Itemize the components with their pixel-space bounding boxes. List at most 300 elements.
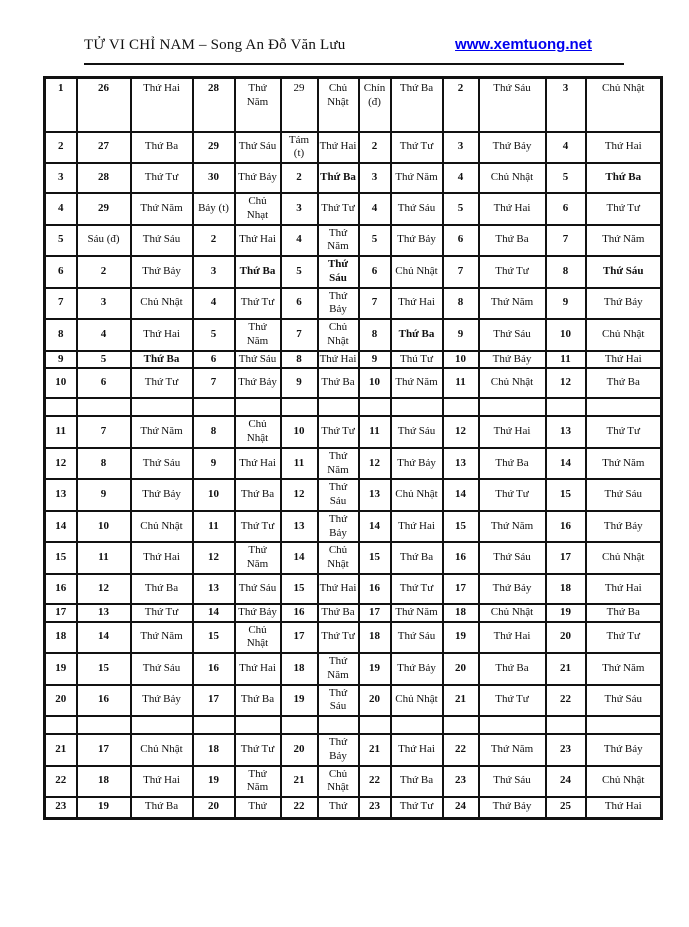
date-number-cell: 18: [546, 574, 586, 604]
weekday-cell: Thứ Năm: [479, 511, 546, 543]
date-number-cell: 5: [443, 193, 479, 225]
date-number-cell: 5: [193, 319, 235, 351]
date-number-cell: 23: [45, 797, 77, 818]
date-number-cell: 11: [77, 542, 131, 574]
weekday-cell: Chủ Nhật: [586, 766, 662, 798]
date-number-cell: 8: [77, 448, 131, 480]
date-number-cell: 9: [546, 288, 586, 320]
date-number-cell: 19: [359, 653, 391, 685]
weekday-cell: Thứ Bảy: [235, 604, 281, 622]
date-number-cell: 19: [546, 604, 586, 622]
date-number-cell: 6: [281, 288, 318, 320]
weekday-cell: Chủ Nhật: [131, 511, 193, 543]
weekday-cell: Thứ Hai: [479, 622, 546, 654]
date-number-cell: 11: [443, 368, 479, 398]
weekday-cell: Thứ Ba: [586, 163, 662, 193]
date-number-cell: 9: [359, 351, 391, 369]
weekday-cell: Thứ Sáu: [479, 319, 546, 351]
table-row: [45, 797, 662, 818]
weekday-cell: Thứ Tư: [318, 622, 359, 654]
date-number-cell: 5: [281, 256, 318, 288]
date-number-cell: 26: [77, 78, 131, 132]
spacer-row: [45, 716, 662, 734]
weekday-cell: Thứ Sáu: [391, 193, 443, 225]
weekday-cell: Thứ Bảy: [479, 132, 546, 164]
weekday-cell: Chủ Nhật: [131, 734, 193, 766]
date-number-cell: 6: [359, 256, 391, 288]
date-number-cell: 15: [359, 542, 391, 574]
weekday-cell: Thứ Năm: [318, 448, 359, 480]
weekday-cell: Thứ Hai: [131, 542, 193, 574]
header-divider: [84, 63, 624, 65]
date-number-cell: 8: [359, 319, 391, 351]
weekday-cell: Thứ Năm: [131, 416, 193, 448]
weekday-cell: Chủ Nhật: [235, 416, 281, 448]
weekday-cell: Chủ Nhật: [318, 766, 359, 798]
weekday-cell: Thứ Sáu: [131, 448, 193, 480]
date-number-cell: 23: [546, 734, 586, 766]
calendar-table-body: [45, 78, 662, 819]
table-row: [45, 416, 662, 448]
weekday-cell: Thứ Hai: [318, 132, 359, 164]
date-number-cell: 22: [359, 766, 391, 798]
date-number-cell: 6: [443, 225, 479, 257]
weekday-cell: Thứ Năm: [131, 193, 193, 225]
date-number-cell: 4: [77, 319, 131, 351]
weekday-cell: Thứ Hai: [586, 351, 662, 369]
weekday-cell: Thứ Năm: [318, 653, 359, 685]
weekday-cell: Thứ Ba: [318, 163, 359, 193]
date-number-cell: 2: [443, 78, 479, 132]
date-number-cell: 13: [193, 574, 235, 604]
date-number-cell: Sáu (đ): [77, 225, 131, 257]
weekday-cell: Thứ Ba: [391, 766, 443, 798]
date-number-cell: 17: [546, 542, 586, 574]
weekday-cell: Thứ Hai: [586, 132, 662, 164]
weekday-cell: Thứ Hai: [131, 78, 193, 132]
date-number-cell: 7: [546, 225, 586, 257]
weekday-cell: Thứ Năm: [391, 163, 443, 193]
date-number-cell: 10: [281, 416, 318, 448]
weekday-cell: Thứ Năm: [586, 225, 662, 257]
weekday-cell: [131, 716, 193, 734]
date-number-cell: 29: [193, 132, 235, 164]
date-number-cell: 4: [45, 193, 77, 225]
weekday-cell: Thứ Năm: [131, 622, 193, 654]
calendar-conversion-table: [43, 76, 663, 820]
date-number-cell: 10: [443, 351, 479, 369]
weekday-cell: Thứ Năm: [586, 653, 662, 685]
date-number-cell: 20: [193, 797, 235, 818]
weekday-cell: Thứ Hai: [391, 288, 443, 320]
date-number-cell: 19: [77, 797, 131, 818]
weekday-cell: Thứ Ba: [391, 78, 443, 132]
weekday-cell: Thứ Ba: [131, 797, 193, 818]
date-number-cell: 20: [359, 685, 391, 717]
weekday-cell: Thứ Ba: [391, 319, 443, 351]
date-number-cell: 20: [546, 622, 586, 654]
date-number-cell: 3: [77, 288, 131, 320]
date-number-cell: 21: [443, 685, 479, 717]
weekday-cell: Thứ Năm: [391, 368, 443, 398]
date-number-cell: 12: [443, 416, 479, 448]
date-number-cell: 16: [45, 574, 77, 604]
table-row: [45, 132, 662, 164]
table-row: [45, 368, 662, 398]
date-number-cell: 19: [281, 685, 318, 717]
date-number-cell: 7: [281, 319, 318, 351]
date-number-cell: [45, 398, 77, 416]
date-number-cell: 18: [443, 604, 479, 622]
weekday-cell: Thứ Tư: [586, 416, 662, 448]
weekday-cell: Thứ Năm: [235, 319, 281, 351]
weekday-cell: Thứ Hai: [586, 797, 662, 818]
date-number-cell: 11: [45, 416, 77, 448]
weekday-cell: Chủ Nhật: [391, 479, 443, 511]
date-number-cell: 3: [45, 163, 77, 193]
weekday-cell: Thứ Năm: [391, 604, 443, 622]
date-number-cell: 2: [77, 256, 131, 288]
date-number-cell: 18: [359, 622, 391, 654]
date-number-cell: 14: [443, 479, 479, 511]
date-number-cell: 9: [45, 351, 77, 369]
weekday-cell: Thứ Sáu: [318, 685, 359, 717]
page-header: [84, 36, 592, 54]
weekday-cell: Thứ Tư: [479, 256, 546, 288]
weekday-cell: Thứ Tư: [235, 734, 281, 766]
date-number-cell: 6: [193, 351, 235, 369]
date-number-cell: 9: [77, 479, 131, 511]
document-page: [0, 36, 689, 820]
weekday-cell: Thứ Bảy: [391, 225, 443, 257]
date-number-cell: 9: [443, 319, 479, 351]
date-number-cell: 12: [45, 448, 77, 480]
table-row: [45, 542, 662, 574]
date-number-cell: 4: [281, 225, 318, 257]
date-number-cell: 15: [546, 479, 586, 511]
weekday-cell: Thứ Hai: [479, 416, 546, 448]
weekday-cell: Thứ Tư: [318, 416, 359, 448]
date-number-cell: [77, 398, 131, 416]
date-number-cell: 21: [546, 653, 586, 685]
date-number-cell: 24: [443, 797, 479, 818]
weekday-cell: Thứ: [318, 797, 359, 818]
date-number-cell: 14: [546, 448, 586, 480]
date-number-cell: 14: [77, 622, 131, 654]
date-number-cell: [546, 716, 586, 734]
weekday-cell: Thứ Bảy: [391, 448, 443, 480]
date-number-cell: 12: [193, 542, 235, 574]
weekday-cell: Thứ Tư: [391, 574, 443, 604]
weekday-cell: Chủ Nhật: [235, 622, 281, 654]
date-number-cell: 15: [45, 542, 77, 574]
weekday-cell: Chủ Nhật: [586, 319, 662, 351]
weekday-cell: Thứ Sáu: [235, 351, 281, 369]
date-number-cell: 4: [193, 288, 235, 320]
date-number-cell: [359, 716, 391, 734]
date-number-cell: 23: [443, 766, 479, 798]
date-number-cell: 18: [193, 734, 235, 766]
date-number-cell: 25: [546, 797, 586, 818]
table-row: [45, 511, 662, 543]
weekday-cell: Thứ Bảy: [479, 574, 546, 604]
table-row: [45, 448, 662, 480]
date-number-cell: 15: [443, 511, 479, 543]
date-number-cell: 3: [546, 78, 586, 132]
weekday-cell: Chủ Nhật: [479, 604, 546, 622]
date-number-cell: 17: [281, 622, 318, 654]
date-number-cell: 6: [546, 193, 586, 225]
date-number-cell: 5: [359, 225, 391, 257]
weekday-cell: Thứ Bảy: [131, 685, 193, 717]
date-number-cell: 5: [77, 351, 131, 369]
website-link[interactable]: www.xemtuong.net: [455, 36, 592, 53]
weekday-cell: Thứ Hai: [131, 766, 193, 798]
date-number-cell: 27: [77, 132, 131, 164]
weekday-cell: Thứ Ba: [586, 604, 662, 622]
weekday-cell: Thứ Ba: [131, 351, 193, 369]
weekday-cell: Thứ Bảy: [318, 734, 359, 766]
date-number-cell: 16: [193, 653, 235, 685]
date-number-cell: 16: [359, 574, 391, 604]
date-number-cell: 11: [193, 511, 235, 543]
date-number-cell: 18: [45, 622, 77, 654]
date-number-cell: 7: [45, 288, 77, 320]
date-number-cell: 3: [193, 256, 235, 288]
table-row: [45, 78, 662, 132]
date-number-cell: [281, 716, 318, 734]
date-number-cell: 15: [281, 574, 318, 604]
date-number-cell: 1: [45, 78, 77, 132]
date-number-cell: 14: [359, 511, 391, 543]
date-number-cell: 15: [77, 653, 131, 685]
date-number-cell: [546, 398, 586, 416]
date-number-cell: 11: [359, 416, 391, 448]
date-number-cell: 16: [546, 511, 586, 543]
date-number-cell: 2: [281, 163, 318, 193]
date-number-cell: 22: [546, 685, 586, 717]
weekday-cell: Thứ Sáu: [391, 416, 443, 448]
table-row: [45, 622, 662, 654]
date-number-cell: 2: [193, 225, 235, 257]
weekday-cell: Chủ Nhật: [586, 542, 662, 574]
weekday-cell: Thứ Bảy: [235, 368, 281, 398]
weekday-cell: Thứ Năm: [235, 78, 281, 132]
weekday-cell: Thứ Ba: [479, 225, 546, 257]
date-number-cell: [281, 398, 318, 416]
date-number-cell: 22: [443, 734, 479, 766]
weekday-cell: [235, 398, 281, 416]
date-number-cell: 23: [359, 797, 391, 818]
date-number-cell: 22: [281, 797, 318, 818]
date-number-cell: 13: [443, 448, 479, 480]
weekday-cell: Thứ Bảy: [586, 734, 662, 766]
weekday-cell: Thứ Tư: [586, 193, 662, 225]
weekday-cell: [586, 716, 662, 734]
weekday-cell: Thứ Năm: [235, 766, 281, 798]
date-number-cell: 16: [443, 542, 479, 574]
weekday-cell: Thứ Ba: [479, 653, 546, 685]
weekday-cell: Thứ Tư: [586, 622, 662, 654]
weekday-cell: Thứ Sáu: [235, 132, 281, 164]
weekday-cell: Thứ Hai: [391, 511, 443, 543]
date-number-cell: 6: [45, 256, 77, 288]
date-number-cell: 5: [45, 225, 77, 257]
date-number-cell: 16: [77, 685, 131, 717]
date-number-cell: 12: [77, 574, 131, 604]
weekday-cell: Thứ Tư: [131, 163, 193, 193]
date-number-cell: 10: [45, 368, 77, 398]
date-number-cell: 18: [77, 766, 131, 798]
weekday-cell: Thứ Sáu: [131, 653, 193, 685]
weekday-cell: Chủ Nhật: [586, 78, 662, 132]
date-number-cell: [193, 716, 235, 734]
date-number-cell: 12: [546, 368, 586, 398]
page-title: TỬ VI CHỈ NAM – Song An Đỗ Văn Lưu: [84, 37, 346, 53]
date-number-cell: 7: [77, 416, 131, 448]
date-number-cell: [77, 716, 131, 734]
date-number-cell: 8: [546, 256, 586, 288]
weekday-cell: Thứ Sáu: [479, 78, 546, 132]
weekday-cell: [391, 716, 443, 734]
weekday-cell: Thứ Tư: [391, 797, 443, 818]
weekday-cell: Chủ Nhật: [391, 685, 443, 717]
date-number-cell: 19: [193, 766, 235, 798]
weekday-cell: Thứ Hai: [586, 574, 662, 604]
date-number-cell: 8: [45, 319, 77, 351]
date-number-cell: 19: [45, 653, 77, 685]
weekday-cell: Thứ Sáu: [586, 685, 662, 717]
weekday-cell: Thứ Tư: [391, 132, 443, 164]
weekday-cell: Thứ Ba: [131, 574, 193, 604]
date-number-cell: 7: [443, 256, 479, 288]
weekday-cell: Thứ Hai: [131, 319, 193, 351]
date-number-cell: 14: [193, 604, 235, 622]
weekday-cell: Chủ Nhật: [391, 256, 443, 288]
date-number-cell: 13: [45, 479, 77, 511]
weekday-cell: Thứ Tư: [479, 479, 546, 511]
table-row: [45, 351, 662, 369]
weekday-cell: Thứ Sáu: [318, 256, 359, 288]
weekday-cell: [318, 398, 359, 416]
date-number-cell: 20: [281, 734, 318, 766]
date-number-cell: 24: [546, 766, 586, 798]
date-number-cell: 12: [359, 448, 391, 480]
date-number-cell: 2: [359, 132, 391, 164]
date-number-cell: [443, 716, 479, 734]
weekday-cell: Thứ Sáu: [586, 479, 662, 511]
weekday-cell: Thứ Tư: [479, 685, 546, 717]
table-row: [45, 734, 662, 766]
weekday-cell: [131, 398, 193, 416]
date-number-cell: 8: [443, 288, 479, 320]
date-number-cell: 7: [193, 368, 235, 398]
date-number-cell: 13: [359, 479, 391, 511]
date-number-cell: 4: [546, 132, 586, 164]
weekday-cell: [479, 716, 546, 734]
date-number-cell: 5: [546, 163, 586, 193]
weekday-cell: Thứ Sáu: [391, 622, 443, 654]
date-number-cell: 22: [45, 766, 77, 798]
date-number-cell: 12: [281, 479, 318, 511]
date-number-cell: 21: [281, 766, 318, 798]
date-number-cell: 19: [443, 622, 479, 654]
table-row: [45, 319, 662, 351]
date-number-cell: 14: [281, 542, 318, 574]
date-number-cell: 15: [193, 622, 235, 654]
weekday-cell: Chủ Nhật: [479, 163, 546, 193]
weekday-cell: Thứ Hai: [479, 193, 546, 225]
date-number-cell: 17: [443, 574, 479, 604]
weekday-cell: Thứ Sáu: [318, 479, 359, 511]
weekday-cell: Thứ Ba: [235, 256, 281, 288]
date-number-cell: Tám (t): [281, 132, 318, 164]
weekday-cell: Thứ Ba: [391, 542, 443, 574]
date-number-cell: [359, 398, 391, 416]
weekday-cell: Chủ Nhật: [318, 78, 359, 132]
weekday-cell: [318, 716, 359, 734]
date-number-cell: 30: [193, 163, 235, 193]
weekday-cell: Thứ Hai: [391, 734, 443, 766]
weekday-cell: Thứ Năm: [479, 288, 546, 320]
date-number-cell: 13: [77, 604, 131, 622]
date-number-cell: 9: [281, 368, 318, 398]
date-number-cell: 4: [443, 163, 479, 193]
date-number-cell: 21: [359, 734, 391, 766]
weekday-cell: Thứ Bảy: [479, 797, 546, 818]
date-number-cell: 7: [359, 288, 391, 320]
weekday-cell: Thứ Bảy: [586, 511, 662, 543]
weekday-cell: Thứ Bảy: [131, 479, 193, 511]
date-number-cell: 14: [45, 511, 77, 543]
weekday-cell: Thứ Năm: [586, 448, 662, 480]
weekday-cell: Thứ Hai: [235, 653, 281, 685]
weekday-cell: Thứ Bảy: [318, 511, 359, 543]
weekday-cell: Thứ Bảy: [318, 288, 359, 320]
date-number-cell: 17: [77, 734, 131, 766]
weekday-cell: Thứ Ba: [235, 685, 281, 717]
date-number-cell: 2: [45, 132, 77, 164]
date-number-cell: 10: [546, 319, 586, 351]
date-number-cell: 16: [281, 604, 318, 622]
date-number-cell: 10: [193, 479, 235, 511]
date-number-cell: 13: [281, 511, 318, 543]
weekday-cell: Thứ Ba: [235, 479, 281, 511]
date-number-cell: [443, 398, 479, 416]
weekday-cell: Thứ Sáu: [131, 225, 193, 257]
date-number-cell: 4: [359, 193, 391, 225]
weekday-cell: Thứ Ba: [479, 448, 546, 480]
date-number-cell: 13: [546, 416, 586, 448]
date-number-cell: 17: [45, 604, 77, 622]
date-number-cell: 17: [359, 604, 391, 622]
date-number-cell: 18: [281, 653, 318, 685]
weekday-cell: Chủ Nhật: [318, 542, 359, 574]
table-row: [45, 288, 662, 320]
weekday-cell: Thứ Bảy: [479, 351, 546, 369]
date-number-cell: 29: [281, 78, 318, 132]
weekday-cell: Thứ Năm: [479, 734, 546, 766]
weekday-cell: Thứ Hai: [235, 448, 281, 480]
date-number-cell: 9: [193, 448, 235, 480]
date-number-cell: 20: [45, 685, 77, 717]
weekday-cell: [586, 398, 662, 416]
weekday-cell: Thứ: [235, 797, 281, 818]
weekday-cell: Thứ Sáu: [586, 256, 662, 288]
weekday-cell: Thú Tư: [391, 351, 443, 369]
date-number-cell: 8: [193, 416, 235, 448]
weekday-cell: Thứ Bảy: [235, 163, 281, 193]
